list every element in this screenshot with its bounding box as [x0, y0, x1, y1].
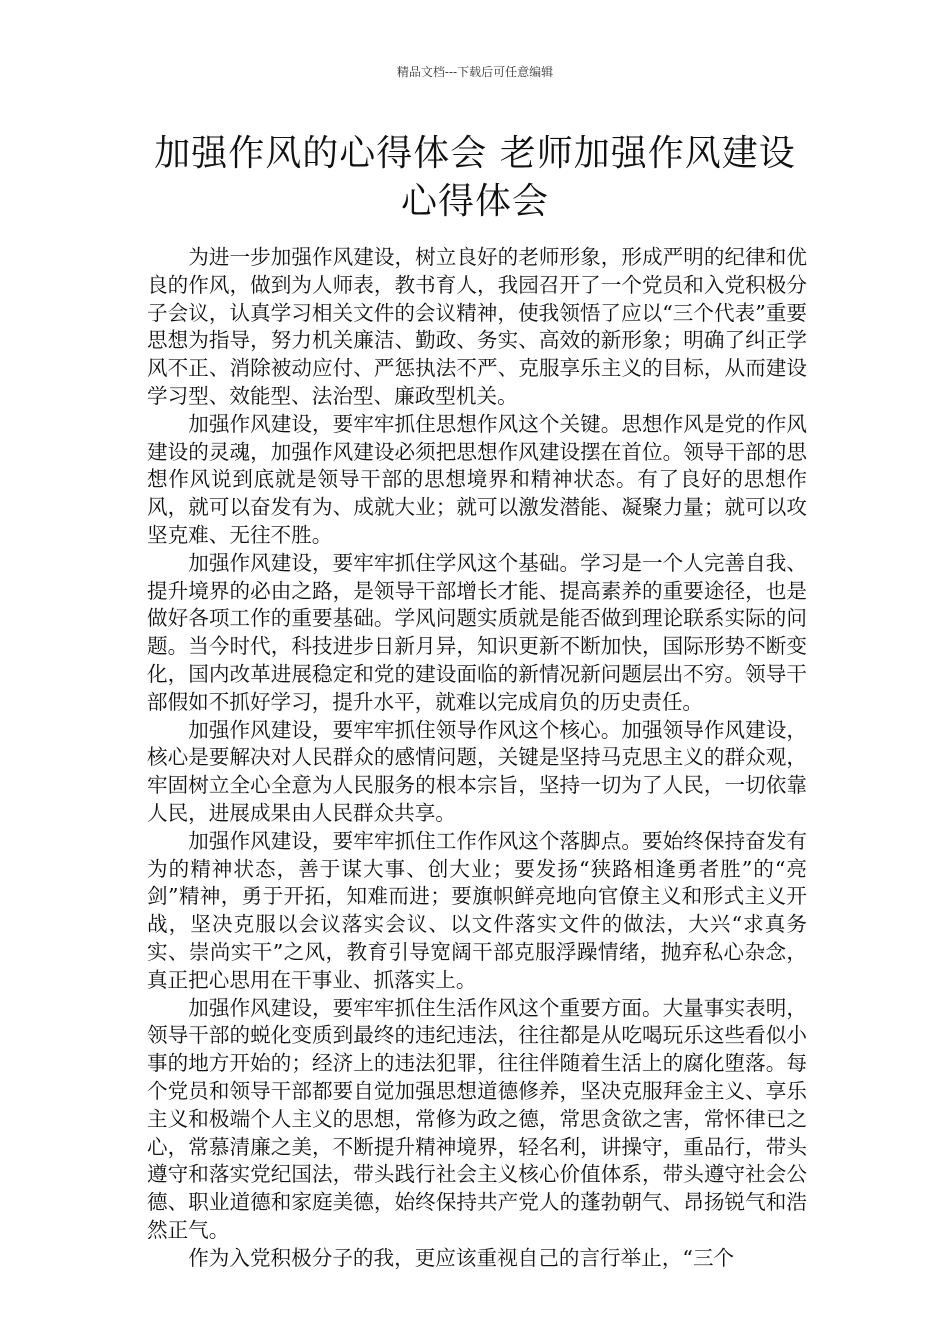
- paragraph-study-style: 加强作风建设，要牢牢抓住学风这个基础。学习是一个人完善自我、提升境界的必由之路，是领导干部增长才能、提高素养的重要途径，也是做好各项工作的重要基础。学风问题实质就是能否做到理论联系实际的问题。当今时代，科技进步日新月异，知识更新不断加快，国际形势不断变化，国内改革进展稳定和党的建设面临的新情况新问题层出不穷。领导干部假如不抓好学习，提升水平，就难以完成肩负的历史责任。: [147, 550, 807, 714]
- paragraph-closing: 作为入党积极分子的我，更应该重视自己的言行举止，“三个: [188, 1245, 735, 1270]
- header-note: 精品文档---下载后可任意编辑: [396, 65, 554, 79]
- paragraph-leadership-style: 加强作风建设，要牢牢抓住领导作风这个核心。加强领导作风建设，核心是要解决对人民群众的感情问题，关键是坚持马克思主义的群众观，牢固树立全心全意为人民服务的根本宗旨，坚持一切为了人民，一切依靠人民，进展成果由人民群众共享。: [147, 717, 807, 825]
- paragraph-thought-style: 加强作风建设，要牢牢抓住思想作风这个关键。思想作风是党的作风建设的灵魂，加强作风建设必须把思想作风建设摆在首位。领导干部的思想作风说到底就是领导干部的思想境界和精神状态。有了良好的思想作风，就可以奋发有为、成就大业；就可以激发潜能、凝聚力量；就可以攻坚克难、无往不胜。: [147, 411, 807, 547]
- document-body: [147, 244, 807, 1272]
- document-title: 加强作风的心得体会 老师加强作风建设心得体会: [154, 133, 796, 222]
- paragraph-intro: 为进一步加强作风建设，树立良好的老师形象，形成严明的纪律和优良的作风，做到为人师表，教书育人，我园召开了一个党员和入党积极分子会议，认真学习相关文件的会议精神，使我领悟了应以“三个代表”重要思想为指导，努力机关廉洁、勤政、务实、高效的新形象；明确了纠正学风不正、消除被动应付、严惩执法不严、克服享乐主义的目标，从而建设学习型、效能型、法治型、廉政型机关。: [147, 245, 807, 408]
- paragraph-work-style: 加强作风建设，要牢牢抓住工作作风这个落脚点。要始终保持奋发有为的精神状态，善于谋大事、创大业；要发扬“狭路相逢勇者胜”的“亮剑”精神，勇于开拓，知难而进；要旗帜鲜亮地向官僚主义和形式主义开战，坚决克服以会议落实会议、以文件落实文件的做法，大兴“求真务实、崇尚实干”之风，教育引导宽阔干部克服浮躁情绪，抛弃私心杂念，真正把心思用在干事业、抓落实上。: [147, 828, 807, 992]
- paragraph-life-style: 加强作风建设，要牢牢抓住生活作风这个重要方面。大量事实表明，领导干部的蜕化变质到最终的违纪违法，往往都是从吃喝玩乐这些看似小事的地方开始的；经济上的违法犯罪，往往伴随着生活上的腐化堕落。每个党员和领导干部都要自觉加强思想道德修养，坚决克服拜金主义、享乐主义和极端个人主义的思想，常修为政之德，常思贪欲之害，常怀律已之心，常慕清廉之美，不断提升精神境界，轻名利，讲操守，重品行，带头遵守和落实党纪国法，带头践行社会主义核心价值体系，带头遵守社会公德、职业道德和家庭美德，始终保持共产党人的蓬勃朝气、昂扬锐气和浩然正气。: [147, 995, 807, 1242]
